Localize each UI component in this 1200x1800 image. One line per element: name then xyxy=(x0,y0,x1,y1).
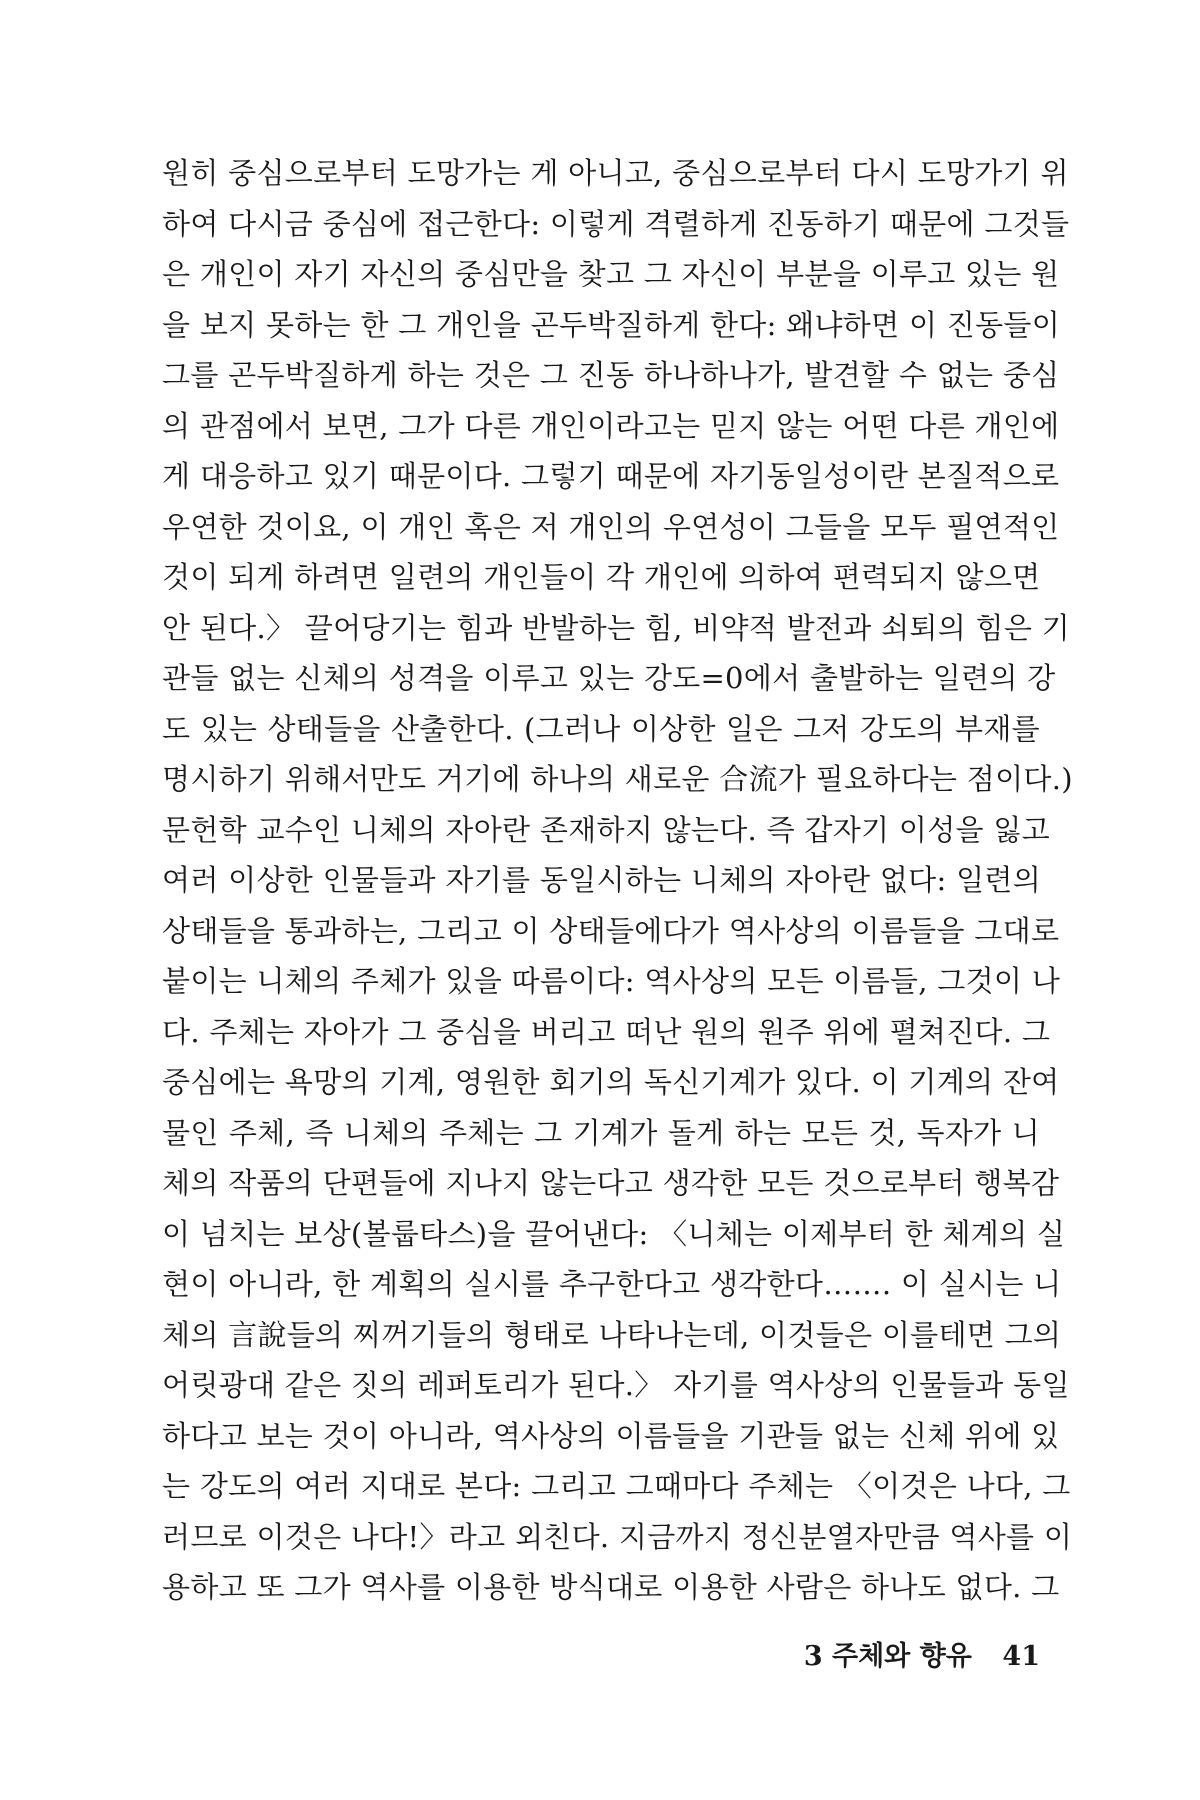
body-line: 관들 없는 신체의 성격을 이루고 있는 강도=0에서 출발하는 일련의 강 xyxy=(162,661,1056,695)
body-line: 원히 중심으로부터 도망가는 게 아니고, 중심으로부터 다시 도망가기 위 xyxy=(162,156,1069,190)
body-line: 상태들을 통과하는, 그리고 이 상태들에다가 역사상의 이름들을 그대로 xyxy=(162,913,1060,948)
body-line: 체의 言說들의 찌꺼기들의 형태로 나타나는데, 이것들은 이를테면 그의 xyxy=(162,1317,1062,1352)
body-line: 문헌학 교수인 니체의 자아란 존재하지 않는다. 즉 갑자기 이성을 잃고 xyxy=(162,812,1050,847)
body-line: 우연한 것이요, 이 개인 혹은 저 개인의 우연성이 그들을 모두 필연적인 xyxy=(162,509,1060,544)
body-line: 도 있는 상태들을 산출한다. (그러나 이상한 일은 그저 강도의 부재를 xyxy=(162,711,1040,746)
body-line: 안 된다.〉 끌어당기는 힘과 반발하는 힘, 비약적 발전과 쇠퇴의 힘은 기 xyxy=(162,610,1070,645)
body-line: 물인 주체, 즉 니체의 주체는 그 기계가 돌게 하는 모든 것, 독자가 니 xyxy=(162,1115,1040,1150)
body-line: 현이 아니라, 한 계획의 실시를 추구한다고 생각한다……. 이 실시는 니 xyxy=(162,1267,1062,1301)
body-line: 명시하기 위해서만도 거기에 하나의 새로운 合流가 필요하다는 점이다.) xyxy=(162,762,1073,796)
body-line: 중심에는 욕망의 기계, 영원한 회기의 독신기계가 있다. 이 기계의 잔여 xyxy=(162,1065,1060,1099)
body-line: 다. 주체는 자아가 그 중심을 버리고 떠난 원의 원주 위에 펼쳐진다. 그 xyxy=(162,1014,1051,1049)
body-line: 그를 곤두박질하게 하는 것은 그 진동 하나하나가, 발견할 수 없는 중심 xyxy=(162,358,1060,392)
body-line: 용하고 또 그가 역사를 이용한 방식대로 이용한 사람은 하나도 없다. 그 xyxy=(162,1570,1060,1604)
body-line: 것이 되게 하려면 일련의 개인들이 각 개인에 의하여 편력되지 않으면 xyxy=(162,560,1041,594)
body-line: 러므로 이것은 나다!〉라고 외친다. 지금까지 정신분열자만큼 역사를 이 xyxy=(162,1519,1073,1554)
body-line: 붙이는 니체의 주체가 있을 따름이다: 역사상의 모든 이름들, 그것이 나 xyxy=(162,964,1061,998)
page-number: 41 xyxy=(1002,1641,1040,1672)
page-body-text xyxy=(162,148,1073,1613)
running-footer xyxy=(804,1637,1040,1677)
body-line: 게 대응하고 있기 때문이다. 그렇기 때문에 자기동일성이란 본질적으로 xyxy=(162,459,1060,493)
body-line: 은 개인이 자기 자신의 중심만을 찾고 그 자신이 부분을 이루고 있는 원 xyxy=(162,257,1060,291)
body-line: 여러 이상한 인물들과 자기를 동일시하는 니체의 자아란 없다: 일련의 xyxy=(162,863,1042,897)
body-line: 이 넘치는 보상(볼룹타스)을 끌어낸다: 〈니체는 이제부터 한 체계의 실 xyxy=(162,1216,1066,1251)
body-line: 어릿광대 같은 짓의 레퍼토리가 된다.〉 자기를 역사상의 인물들과 동일 xyxy=(162,1368,1070,1402)
body-line: 는 강도의 여러 지대로 본다: 그리고 그때마다 주체는 〈이것은 나다, 그 xyxy=(162,1469,1071,1503)
chapter-title: 3 주체와 향유 xyxy=(803,1641,972,1672)
body-line: 하다고 보는 것이 아니라, 역사상의 이름들을 기관들 없는 신체 위에 있 xyxy=(162,1418,1060,1453)
body-line: 체의 작품의 단편들에 지나지 않는다고 생각한 모든 것으로부터 행복감 xyxy=(162,1166,1060,1200)
body-line: 을 보지 못하는 한 그 개인을 곤두박질하게 한다: 왜냐하면 이 진동들이 xyxy=(162,307,1061,342)
body-line: 하여 다시금 중심에 접근한다: 이렇게 격렬하게 진동하기 때문에 그것들 xyxy=(162,206,1070,241)
body-line: 의 관점에서 보면, 그가 다른 개인이라고는 믿지 않는 어떤 다른 개인에 xyxy=(162,408,1060,443)
